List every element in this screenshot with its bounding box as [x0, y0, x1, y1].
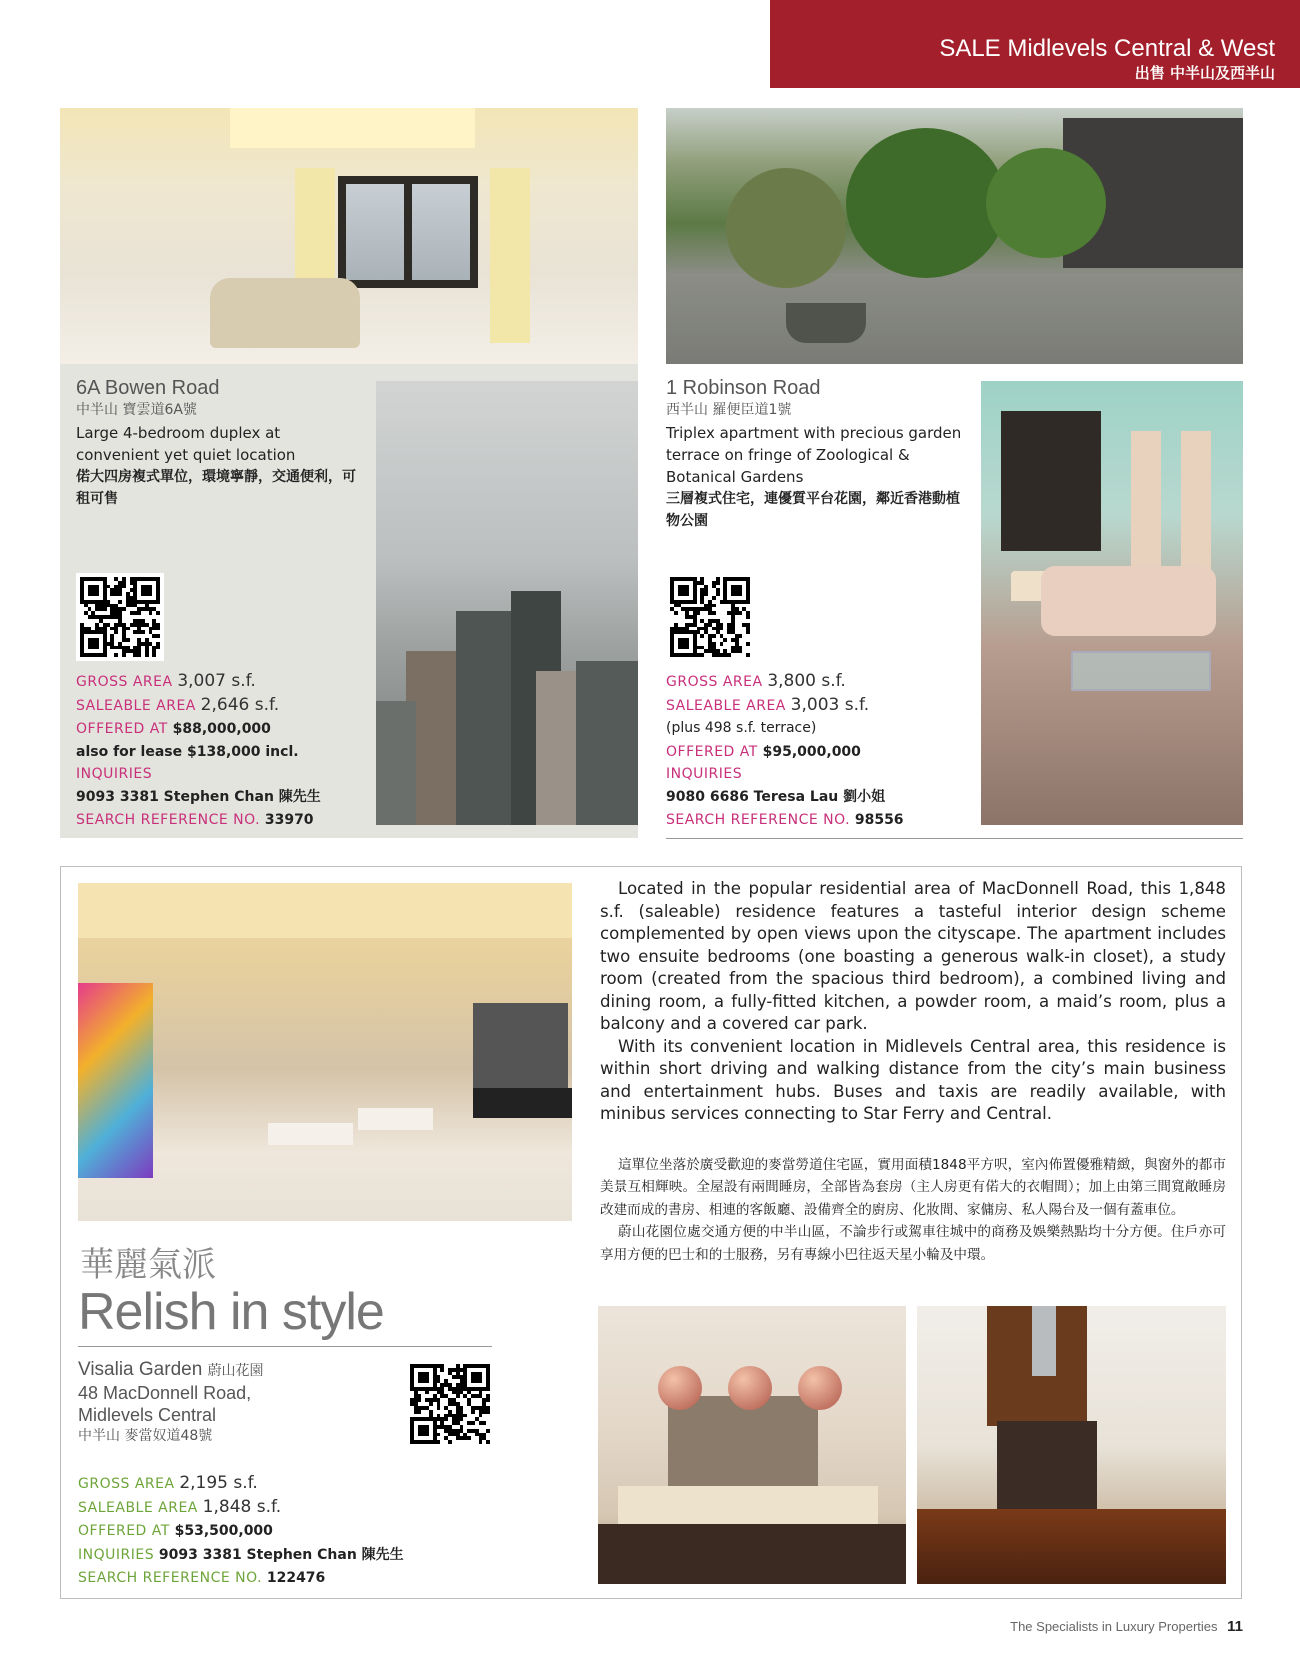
gross-area-label: GROSS AREA — [78, 1476, 175, 1492]
body-paragraph-zh: 蔚山花園位處交通方便的中半山區，不論步行或駕車往城中的商務及娛樂熱點均十分方便。住戶亦可享用方便的巴士和的士服務，另有專線小巴往返天星小輪及中環。 — [600, 1224, 1226, 1263]
inquiries-contact: 9093 3381 Stephen Chan 陳先生 — [76, 788, 321, 805]
qr-code-robinson[interactable] — [666, 573, 754, 661]
page-number: 11 — [1227, 1618, 1243, 1635]
search-reference-label: SEARCH REFERENCE NO. — [76, 812, 261, 828]
bowen-road-living-room-photo — [60, 108, 638, 364]
inquiries-label: INQUIRIES — [78, 1546, 155, 1563]
property-address-line2: Midlevels Central — [78, 1405, 217, 1425]
listing-title-zh: 中半山 寶雲道6A號 — [76, 402, 197, 418]
listing-description: Triplex apartment with precious garden terrace on fringe of Zoological & Botanical Gardens — [666, 424, 962, 486]
search-reference-label: SEARCH REFERENCE NO. — [666, 812, 851, 828]
listing-robinson-text — [666, 376, 966, 532]
section-title: SALE Midlevels Central & West — [939, 35, 1275, 62]
property-name: Visalia Garden — [78, 1359, 203, 1380]
section-title-zh: 出售 中半山及西半山 — [1134, 64, 1275, 82]
section-header — [770, 0, 1300, 88]
feature-body-chinese — [600, 1154, 1226, 1266]
qr-code-bowen[interactable] — [76, 573, 164, 661]
listing-bowen-facts — [76, 670, 366, 832]
body-paragraph: With its convenient location in Midlevels Central area, this residence is within short driving and walking distance from the city’s main business and entertainment hubs. Buses and taxis are readily available, with minibus services connecting to Star Ferry and Central. — [600, 1036, 1226, 1123]
saleable-area-value: 1,848 s.f. — [202, 1496, 282, 1517]
listing-description-zh: 三層複式住宅，連優質平台花園，鄰近香港動植物公園 — [666, 491, 960, 529]
listing-description-zh: 偌大四房複式單位，環境寧靜，交通便利，可租可售 — [76, 469, 356, 507]
qr-grid — [80, 577, 160, 657]
visalia-kitchen-photo — [917, 1306, 1226, 1584]
offered-at-label: OFFERED AT — [78, 1523, 170, 1539]
listing-title: 1 Robinson Road — [666, 377, 821, 399]
listing-bowen-text — [76, 376, 366, 510]
offered-at-value: $95,000,000 — [762, 743, 861, 760]
inquiries-contact: 9080 6686 Teresa Lau 劉小姐 — [666, 788, 886, 805]
listing-title: 6A Bowen Road — [76, 377, 220, 399]
gross-area-label: GROSS AREA — [666, 674, 763, 690]
inquiries-contact: 9093 3381 Stephen Chan 陳先生 — [158, 1546, 404, 1563]
search-reference-value: 122476 — [266, 1570, 326, 1586]
visalia-dining-room-photo — [598, 1306, 906, 1584]
listing-robinson-facts — [666, 670, 966, 832]
qr-grid — [410, 1364, 490, 1444]
feature-heading-zh: 華麗氣派 — [80, 1245, 216, 1285]
saleable-area-label: SALEABLE AREA — [76, 697, 196, 714]
feature-body-english — [600, 878, 1226, 1126]
body-paragraph-zh: 這單位坐落於廣受歡迎的麥當勞道住宅區，實用面積1848平方呎，室內佈置優雅精緻，與窗外的都市美景互相輝映。全屋設有兩間睡房，全部皆為套房（主人房更有偌大的衣帽間）；加上由第三間寬敞睡房改建而成的書房、相連的客飯廳、設備齊全的廚房、化妝間、家傭房、私人陽台及一個有蓋車位。 — [600, 1157, 1226, 1218]
gross-area-value: 3,800 s.f. — [767, 671, 846, 691]
body-paragraph: Located in the popular residential area of MacDonnell Road, this 1,848 s.f. (saleable) residence features a tasteful interior design scheme complemented by open views upon the cityscape. The apartment includes two ensuite bedrooms (one boasting a generous walk-in closet), a study room (created from the spacious third bedroom), a combined living and dining room, a fully-fitted kitchen, a powder room, a maid’s room, plus a balcony and a covered car park. — [600, 879, 1226, 1033]
saleable-area-value: 3,003 s.f. — [790, 694, 870, 715]
property-name-zh: 蔚山花園 — [207, 1362, 264, 1378]
listing-title-zh: 西半山 羅便臣道1號 — [666, 402, 792, 418]
robinson-road-living-room-photo — [981, 381, 1243, 825]
offered-at-value: $53,500,000 — [174, 1523, 273, 1539]
lease-note: also for lease $138,000 incl. — [76, 743, 299, 760]
bowen-road-city-view-photo — [376, 381, 638, 825]
gross-area-label: GROSS AREA — [76, 674, 173, 690]
offered-at-label: OFFERED AT — [666, 743, 758, 760]
footer-tagline: The Specialists in Luxury Properties — [1010, 1619, 1218, 1634]
property-address-zh: 中半山 麥當奴道48號 — [78, 1428, 213, 1444]
feature-divider — [78, 1346, 492, 1347]
search-reference-label: SEARCH REFERENCE NO. — [78, 1570, 263, 1586]
search-reference-value: 33970 — [264, 812, 314, 828]
offered-at-label: OFFERED AT — [76, 721, 168, 737]
gross-area-value: 3,007 s.f. — [177, 671, 256, 691]
feature-property-info — [78, 1358, 388, 1446]
property-address-line1: 48 MacDonnell Road, — [78, 1383, 252, 1403]
qr-grid — [670, 577, 750, 657]
feature-facts — [78, 1472, 478, 1590]
listing-divider — [666, 838, 1243, 839]
visalia-living-room-photo — [78, 883, 572, 1221]
search-reference-value: 98556 — [854, 812, 904, 828]
inquiries-label: INQUIRIES — [666, 766, 743, 782]
saleable-area-label: SALEABLE AREA — [666, 697, 786, 714]
robinson-road-garden-photo — [666, 108, 1243, 364]
qr-code-visalia[interactable] — [406, 1360, 494, 1448]
terrace-note: (plus 498 s.f. terrace) — [666, 720, 817, 736]
page-footer — [1010, 1618, 1243, 1635]
feature-heading: Relish in style — [78, 1283, 384, 1341]
offered-at-value: $88,000,000 — [172, 721, 271, 737]
saleable-area-label: SALEABLE AREA — [78, 1499, 198, 1516]
listing-description: Large 4-bedroom duplex at convenient yet quiet location — [76, 424, 296, 464]
inquiries-label: INQUIRIES — [76, 766, 153, 782]
gross-area-value: 2,195 s.f. — [179, 1473, 258, 1493]
saleable-area-value: 2,646 s.f. — [200, 694, 280, 715]
